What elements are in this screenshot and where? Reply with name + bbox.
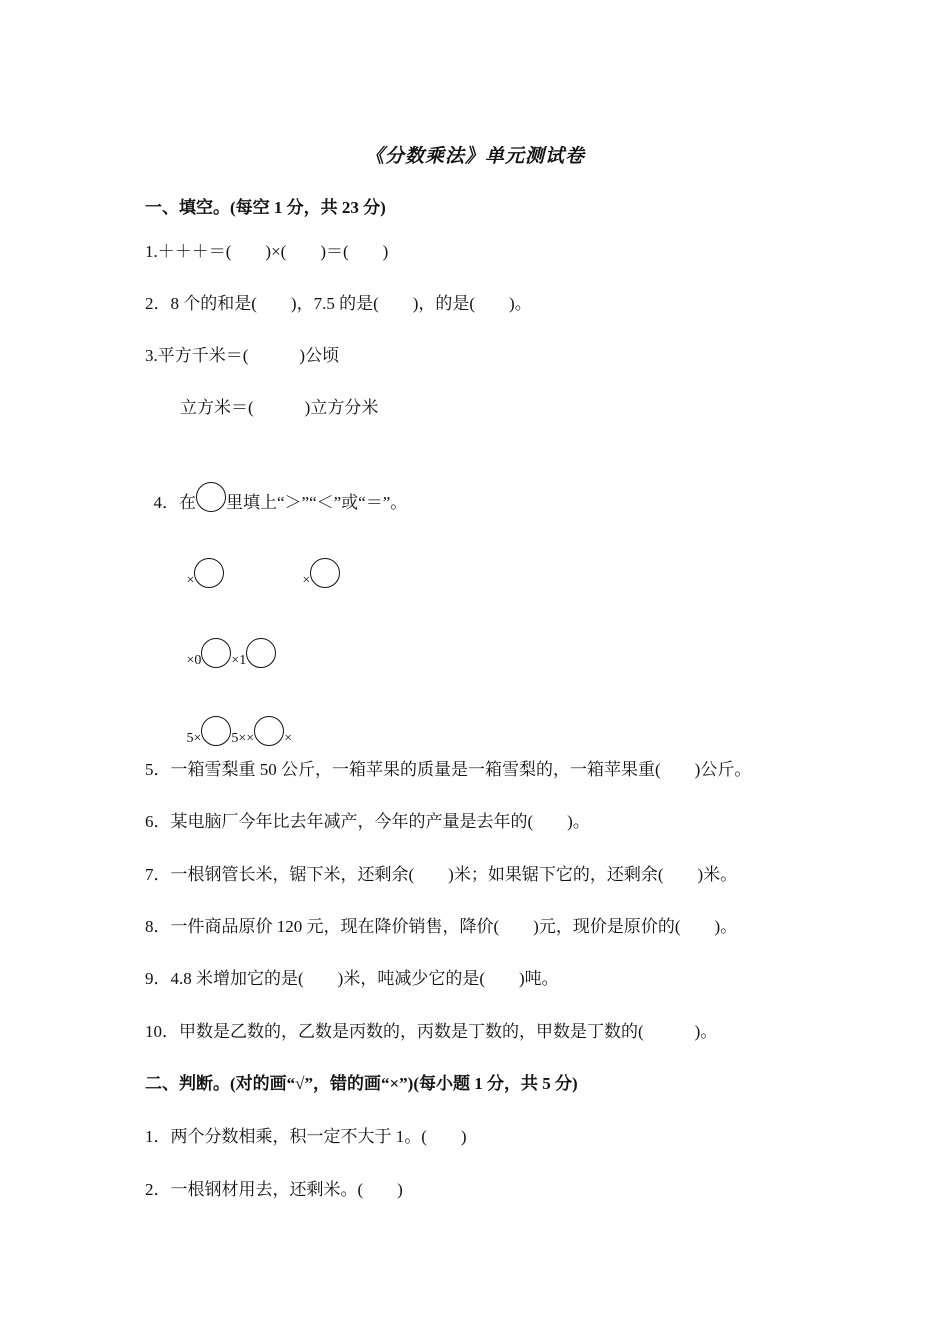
compare-circle-icon: [310, 558, 340, 588]
question-1-2: 2．8 个的和是( )，7.5 的是( )，的是( )。: [145, 294, 532, 313]
q4-r1-expr-b: ×: [302, 573, 311, 588]
question-2-1: 1．两个分数相乘，积一定不大于 1。( ): [145, 1127, 467, 1146]
q4-r2-expr-b: ×1: [231, 653, 247, 668]
q4-row-2: [178, 616, 276, 672]
question-1-3b: 立方米＝( )立方分米: [180, 398, 379, 417]
q4-suffix: 里填上“＞”“＜”或“＝”。: [226, 493, 408, 512]
question-1-4: [145, 460, 407, 514]
question-1-5: 5．一箱雪梨重 50 公斤，一箱苹果的质量是一箱雪梨的，一箱苹果重( )公斤。: [145, 760, 752, 779]
compare-circle-icon: [196, 482, 226, 512]
page-title: 《分数乘法》单元测试卷: [364, 145, 585, 167]
compare-circle-icon: [246, 638, 276, 668]
question-1-10: 10．甲数是乙数的，乙数是丙数的，丙数是丁数的，甲数是丁数的( )。: [145, 1022, 718, 1041]
q4-r2-expr-a: ×0: [186, 653, 202, 668]
compare-circle-icon: [194, 558, 224, 588]
q4-r3-expr-a: 5×: [186, 731, 202, 746]
question-1-1: 1.＋＋＋＝( )×( )＝( ): [145, 242, 389, 261]
q4-row-1: [178, 536, 340, 592]
q4-r3-expr-b: 5××: [231, 731, 255, 746]
question-1-7: 7．一根钢管长米，锯下米，还剩余( )米；如果锯下它的，还剩余( )米。: [145, 865, 738, 884]
question-1-6: 6．某电脑厂今年比去年减产，今年的产量是去年的( )。: [145, 812, 590, 831]
section-2-heading: 二、判断。(对的画“√”，错的画“×”)(每小题 1 分，共 5 分): [145, 1074, 578, 1093]
q4-prefix: 4．在: [153, 493, 196, 512]
question-1-3a: 3.平方千米＝( )公顷: [145, 346, 340, 365]
question-1-8: 8．一件商品原价 120 元，现在降价销售，降价( )元，现价是原价的( )。: [145, 917, 738, 936]
q4-r3-expr-c: ×: [284, 731, 293, 746]
question-1-9: 9．4.8 米增加它的是( )米，吨减少它的是( )吨。: [145, 969, 559, 988]
compare-circle-icon: [201, 638, 231, 668]
compare-circle-icon: [254, 716, 284, 746]
q4-r1-expr-a: ×: [186, 573, 195, 588]
q4-row-3: [178, 694, 292, 750]
compare-circle-icon: [201, 716, 231, 746]
question-2-2: 2．一根钢材用去，还剩米。( ): [145, 1180, 403, 1199]
section-1-heading: 一、填空。(每空 1 分，共 23 分): [145, 198, 386, 217]
